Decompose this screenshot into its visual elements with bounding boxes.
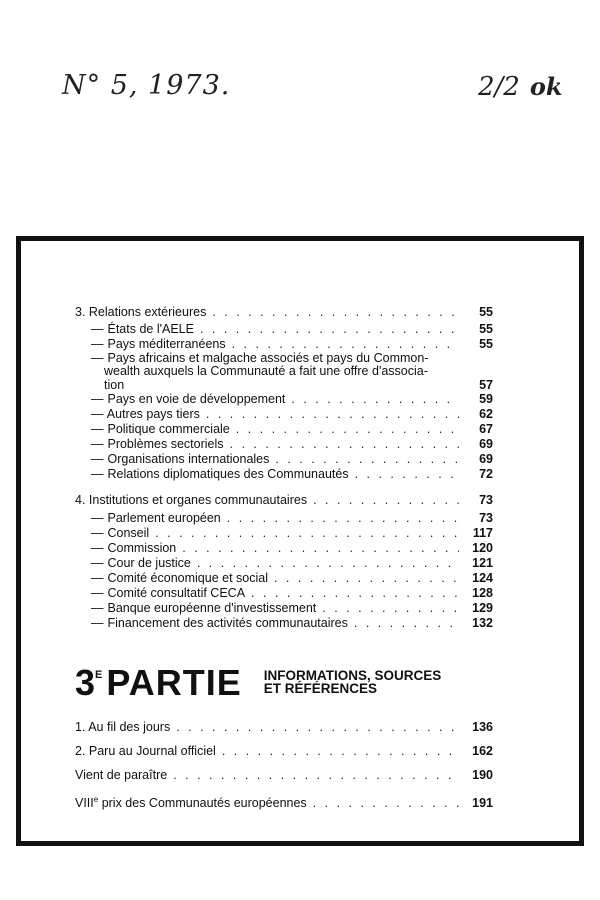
toc-page: 69 [479,437,493,451]
toc-label: Vient de paraître [75,768,168,782]
toc-page: 124 [472,571,493,585]
toc-label: Organisations internationales [107,452,270,466]
dash: — [91,392,104,406]
leader-dots [197,556,459,571]
dash: — [91,322,104,336]
toc-label-tail: tion [104,378,125,392]
toc-label: Autres pays tiers [106,407,200,421]
toc-page: 162 [472,744,493,758]
leader-dots [182,541,459,556]
toc-entry [75,437,493,452]
toc-label: Pays méditerranéens [107,337,226,351]
toc-label: États de l'AELE [107,322,194,336]
part-3-heading [75,663,441,703]
dash: — [91,437,104,451]
handwritten-issue-note: N° 5, 1973. [62,70,231,101]
leader-dots [274,571,459,586]
toc-page: 57 [479,378,493,392]
toc-entry [75,541,493,556]
dash: — [91,526,104,540]
toc-section-heading [75,493,493,508]
part-number-superscript: E [95,669,103,681]
leader-dots [173,768,459,783]
part-number: 3 [75,662,96,703]
toc-entry [75,616,493,631]
toc-label: Banque européenne d'investissement [107,601,317,615]
toc-entry [75,571,493,586]
toc-page: 132 [472,616,493,630]
toc-page: 59 [479,392,493,406]
dash: — [91,422,104,436]
toc-page: 190 [472,768,493,782]
toc-label: Parlement européen [107,511,221,525]
toc-page: 69 [479,452,493,466]
dash: — [91,452,104,466]
dash: — [91,616,104,630]
toc-entry [75,407,493,422]
toc-label: VIII [75,796,94,811]
leader-dots [222,744,459,759]
toc-page: 55 [479,337,493,351]
toc-entry [75,526,493,541]
toc-label: Relations diplomatiques des Communautés [107,467,349,481]
dash: — [91,351,104,365]
toc-entry [75,337,493,352]
toc-page: 117 [472,526,493,540]
leader-dots [206,407,459,422]
dash: — [91,337,104,351]
part-3-entries [75,720,493,811]
toc-page: 129 [472,601,493,615]
toc-page: 55 [479,305,493,319]
leader-dots [313,493,459,508]
leader-dots [212,305,459,320]
toc-label: Politique commerciale [107,422,230,436]
leader-dots [227,511,459,526]
toc-label: Comité économique et social [107,571,268,585]
toc-page: 120 [472,541,493,555]
leader-dots [155,526,459,541]
toc-label-line: wealth auxquels la Communauté a fait une offre d'associa- [104,364,428,378]
toc-page: 128 [472,586,493,600]
handwritten-fraction: 2/2 [478,72,520,102]
toc-label: 4. Institutions et organes communautaires [75,493,308,507]
part-subtitle-line: ET RÉFÉRENCES [263,681,377,696]
toc-label: 3. Relations extérieures [75,305,207,319]
toc-label-line: Pays africains et malgache associés et pays du Common- [107,351,429,365]
toc-entry [75,744,493,759]
dash: — [91,467,104,481]
toc-entry [75,392,493,407]
toc-entry [75,586,493,601]
toc-label: 2. Paru au Journal officiel [75,744,216,758]
leader-dots [200,322,459,337]
toc-page: 55 [479,322,493,336]
leader-dots [291,392,459,407]
toc-entry [75,601,493,616]
toc-label: Cour de justice [107,556,191,570]
toc-page: 121 [472,556,493,570]
toc-label: Pays en voie de développement [107,392,286,406]
toc-page: 136 [472,720,493,734]
toc-page: 73 [479,511,493,525]
part-subtitle [264,669,442,695]
toc-label: Problèmes sectoriels [107,437,224,451]
toc-label: Financement des activités communautaires [107,616,348,630]
leader-dots [275,452,459,467]
leader-dots [232,337,459,352]
toc-entry [75,792,493,811]
toc-entry [75,467,493,482]
toc-entry [75,422,493,437]
toc-label: prix des Communautés européennes [98,796,307,811]
part-word: PARTIE [106,662,242,703]
toc-page: 72 [479,467,493,481]
toc-entry [75,511,493,526]
dash: — [91,407,104,421]
leader-dots [230,437,460,452]
section-3-block [75,305,493,482]
toc-entry [75,768,493,783]
toc-page: 67 [479,422,493,436]
toc-entry [75,452,493,467]
leader-dots [236,422,459,437]
handwritten-status-note [478,72,562,102]
dash: — [91,541,104,555]
leader-dots [355,467,459,482]
toc-label-superscript: e [93,795,99,804]
toc-page: 62 [479,407,493,421]
toc-label: 1. Au fil des jours [75,720,171,734]
toc-entry-multiline [75,352,493,392]
toc-page: 191 [472,796,493,811]
dash: — [91,586,104,600]
toc-label: Commission [107,541,177,555]
leader-dots [251,586,459,601]
dash: — [91,601,104,615]
toc-entry [75,322,493,337]
dash: — [91,556,104,570]
toc-label: Conseil [107,526,150,540]
toc-entry [75,556,493,571]
leader-dots [313,796,459,811]
dash: — [91,511,104,525]
dash: — [91,571,104,585]
section-4-block [75,493,493,631]
handwritten-ok: ok [529,72,563,101]
leader-dots [354,616,459,631]
toc-page: 73 [479,493,493,507]
leader-dots [322,601,459,616]
toc-label: Comité consultatif CECA [107,586,246,600]
toc-section-heading [75,305,493,320]
leader-dots [176,720,459,735]
part-subtitle-line: INFORMATIONS, SOURCES [263,668,442,683]
toc-entry [75,720,493,735]
